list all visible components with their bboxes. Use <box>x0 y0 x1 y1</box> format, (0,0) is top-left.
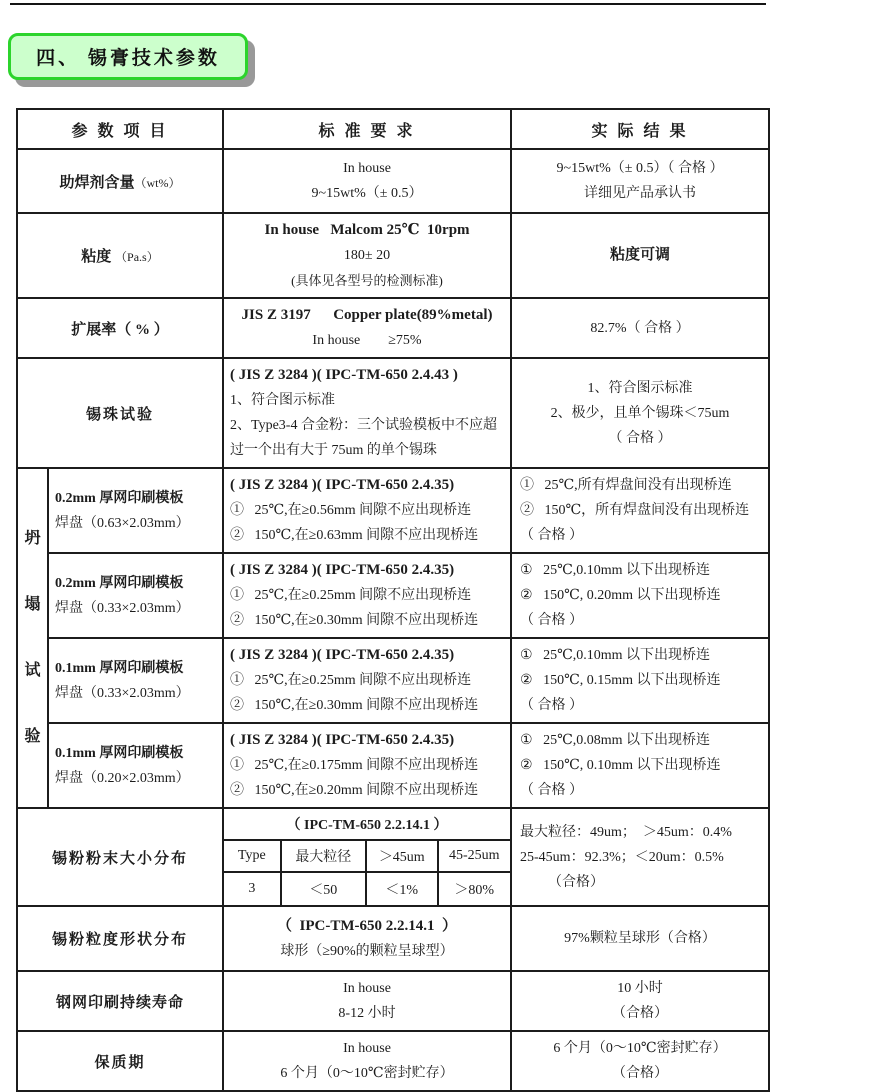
solder-ball-standard-cell <box>223 358 511 468</box>
slump1-std-line2: ① 25℃,在≥0.56mm 间隙不应出现桥连 <box>230 503 472 518</box>
slump-group-label-cell <box>17 468 48 808</box>
slump3-std-line1: ( JIS Z 3284 )( IPC-TM-650 2.4.35) <box>230 647 455 663</box>
header-parameter-item: 参 数 项 目 <box>17 109 223 149</box>
powder-size-label: 锡粉粉末大小分布 <box>52 850 189 867</box>
solder-ball-std-line4: 过一个出有大于 75um 的单个锡珠 <box>230 443 437 458</box>
slump2-result-cell <box>511 553 769 638</box>
slump2-sublabel-cell <box>48 553 223 638</box>
solder-ball-res-line1: 1、符合图示标准 <box>587 380 693 396</box>
parameters-table <box>16 108 770 1092</box>
solder-ball-label: 锡珠试验 <box>86 406 155 423</box>
shelf-life-std-line2: 6 个月（0～10℃密封贮存） <box>280 1066 454 1081</box>
slump1-std-line1: ( JIS Z 3284 )( IPC-TM-650 2.4.35) <box>230 477 455 493</box>
nested-value-type: 3 <box>224 873 282 905</box>
nested-header-45-25um: 45-25um <box>439 841 511 873</box>
slump1-sublabel-line1: 0.2mm 厚网印刷模板 <box>55 490 184 506</box>
spread-label: 扩展率（ % ） <box>71 321 169 338</box>
slump4-res-line1: ① 25℃,0.08mm 以下出现桥连 <box>520 733 711 748</box>
flux-std-line1: In house <box>343 161 391 176</box>
viscosity-result-cell <box>511 213 769 298</box>
solder-ball-std-line1: ( JIS Z 3284 )( IPC-TM-650 2.4.43 ) <box>230 367 458 383</box>
stencil-life-std-line1: In house <box>343 981 391 996</box>
stencil-life-res-line2: （合格） <box>612 1006 669 1021</box>
spread-std-line2: In house ≥75% <box>312 333 422 348</box>
viscosity-label-cell <box>17 213 223 298</box>
stencil-life-label-cell <box>17 971 223 1031</box>
solder-ball-result-cell <box>511 358 769 468</box>
powder-size-result-cell <box>511 808 769 906</box>
row-slump-4 <box>17 723 769 808</box>
flux-unit: （wt%） <box>134 175 181 190</box>
powder-size-label-cell <box>17 808 223 906</box>
slump2-res-line1: ① 25℃,0.10mm 以下出现桥连 <box>520 563 711 578</box>
slump3-sublabel-line2: 焊盘（0.33×2.03mm） <box>55 685 190 701</box>
shelf-life-standard-cell <box>223 1031 511 1091</box>
spread-label-cell <box>17 298 223 358</box>
row-slump-2 <box>17 553 769 638</box>
nested-value-45-25um: ＞80% <box>454 883 495 898</box>
powder-size-res-line2: 25-45um：92.3%；＜20um：0.5% <box>520 849 724 865</box>
slump1-sublabel-line2: 焊盘（0.63×2.03mm） <box>55 515 190 531</box>
slump2-sublabel-line2: 焊盘（0.33×2.03mm） <box>55 600 190 616</box>
powder-shape-label-cell <box>17 906 223 971</box>
solder-ball-label-cell <box>17 358 223 468</box>
slump1-sublabel-cell <box>48 468 223 553</box>
solder-ball-res-line3: （ 合格 ） <box>608 430 672 446</box>
slump3-sublabel-line1: 0.1mm 厚网印刷模板 <box>55 660 184 676</box>
solder-ball-std-line3: 2、Type3-4 合金粉：三个试验模板中不应超 <box>230 418 497 433</box>
stencil-life-label: 钢网印刷持续寿命 <box>56 994 185 1011</box>
slump4-res-line2: ② 150℃, 0.10mm 以下出现桥连 <box>520 758 721 773</box>
spread-result-cell <box>511 298 769 358</box>
stencil-life-standard-cell <box>223 971 511 1031</box>
nested-value-max-size: ＜50 <box>282 873 367 905</box>
slump4-res-line3: （ 合格 ） <box>520 783 584 798</box>
nested-header-max-size: 最大粒径 <box>282 841 367 873</box>
flux-result-cell <box>511 149 769 213</box>
slump1-res-line1: ① 25℃,所有焊盘间没有出现桥连 <box>520 478 732 493</box>
header-actual-result: 实 际 结 果 <box>511 109 769 149</box>
viscosity-res-line1: 粘度可调 <box>610 247 671 263</box>
viscosity-std-line2: 180± 20 <box>343 248 391 263</box>
powder-shape-std-line2: 球形（≥90%的颗粒呈球型） <box>280 943 454 959</box>
section-title-text: 四、 锡膏技术参数 <box>36 48 220 69</box>
slump-group-label: 坍塌试验 <box>24 530 41 745</box>
table-header-row <box>17 109 769 149</box>
powder-shape-std-line1: （ IPC-TM-650 2.2.14.1 ） <box>277 917 458 934</box>
powder-shape-label: 锡粉粒度形状分布 <box>52 932 189 948</box>
viscosity-std-line3: (具体见各型号的检测标准) <box>291 273 443 288</box>
flux-std-line2: 9~15wt%（± 0.5） <box>311 186 423 201</box>
slump4-sublabel-line2: 焊盘（0.20×2.03mm） <box>55 770 190 786</box>
row-powder-size <box>17 808 769 906</box>
slump3-result-cell <box>511 638 769 723</box>
slump3-sublabel-cell <box>48 638 223 723</box>
powder-shape-result-cell <box>511 906 769 971</box>
stencil-life-result-cell <box>511 971 769 1031</box>
powder-size-res-line3: （合格） <box>548 874 605 890</box>
solder-ball-std-line2: 1、符合图示标准 <box>230 393 336 408</box>
row-viscosity <box>17 213 769 298</box>
nested-header-gt45um: ＞45um <box>367 841 439 873</box>
spread-standard-cell <box>223 298 511 358</box>
shelf-life-res-line1: 6 个月（0～10℃密封贮存） <box>553 1041 727 1056</box>
slump1-res-line2: ② 150℃，所有焊盘间没有出现桥连 <box>520 503 750 518</box>
powder-shape-res-line1: 97%颗粒呈球形（合格） <box>564 931 716 946</box>
powder-size-std-header: （ IPC-TM-650 2.2.14.1 ） <box>224 809 510 841</box>
slump1-res-line3: （ 合格 ） <box>520 528 584 543</box>
row-stencil-life <box>17 971 769 1031</box>
powder-shape-standard-cell <box>223 906 511 971</box>
slump2-res-line3: （ 合格 ） <box>520 613 584 628</box>
powder-size-res-line1: 最大粒径：49um； ＞45um：0.4% <box>520 824 732 840</box>
shelf-life-res-line2: （合格） <box>612 1066 669 1081</box>
viscosity-label: 粘度 <box>81 249 112 265</box>
slump2-res-line2: ② 150℃, 0.20mm 以下出现桥连 <box>520 588 721 603</box>
shelf-life-result-cell <box>511 1031 769 1091</box>
stencil-life-res-line1: 10 小时 <box>617 981 663 996</box>
slump1-standard-cell <box>223 468 511 553</box>
shelf-life-std-line1: In house <box>343 1041 391 1056</box>
row-powder-shape <box>17 906 769 971</box>
nested-value-gt45um: ＜1% <box>367 873 439 905</box>
slump4-std-line1: ( JIS Z 3284 )( IPC-TM-650 2.4.35) <box>230 732 455 748</box>
slump2-standard-cell <box>223 553 511 638</box>
slump3-std-line3: ② 150℃,在≥0.30mm 间隙不应出现桥连 <box>230 698 479 713</box>
flux-standard-cell <box>223 149 511 213</box>
slump4-result-cell <box>511 723 769 808</box>
row-slump-1 <box>17 468 769 553</box>
row-shelf-life <box>17 1031 769 1091</box>
header-standard-requirement: 标 准 要 求 <box>223 109 511 149</box>
flux-label: 助焊剂含量 <box>59 174 135 191</box>
row-spread-rate <box>17 298 769 358</box>
slump3-res-line3: （ 合格 ） <box>520 698 584 713</box>
powder-size-nested-table <box>224 809 510 905</box>
row-slump-3 <box>17 638 769 723</box>
slump1-result-cell <box>511 468 769 553</box>
stencil-life-std-line2: 8-12 小时 <box>338 1006 396 1021</box>
slump2-std-line1: ( JIS Z 3284 )( IPC-TM-650 2.4.35) <box>230 562 455 578</box>
page-top-rule <box>10 3 766 5</box>
slump2-std-line3: ② 150℃,在≥0.30mm 间隙不应出现桥连 <box>230 613 479 628</box>
section-title <box>8 33 248 80</box>
viscosity-standard-cell <box>223 213 511 298</box>
spread-std-line1: JIS Z 3197 Copper plate(89%metal) <box>241 307 493 323</box>
slump3-res-line1: ① 25℃,0.10mm 以下出现桥连 <box>520 648 711 663</box>
solder-ball-res-line2: 2、极少，且单个锡珠＜75um <box>550 405 730 421</box>
slump4-sublabel-line1: 0.1mm 厚网印刷模板 <box>55 745 184 761</box>
nested-header-type: Type <box>224 841 282 873</box>
slump2-std-line2: ① 25℃,在≥0.25mm 间隙不应出现桥连 <box>230 588 472 603</box>
flux-label-cell <box>17 149 223 213</box>
row-flux-content <box>17 149 769 213</box>
viscosity-std-line1: In house Malcom 25℃ 10rpm <box>264 222 470 238</box>
slump4-std-line3: ② 150℃,在≥0.20mm 间隙不应出现桥连 <box>230 783 479 798</box>
row-solder-ball <box>17 358 769 468</box>
flux-res-line2: 详细见产品承认书 <box>584 186 697 201</box>
slump2-sublabel-line1: 0.2mm 厚网印刷模板 <box>55 575 184 591</box>
slump4-standard-cell <box>223 723 511 808</box>
flux-res-line1: 9~15wt%（± 0.5）（ 合格 ） <box>556 161 724 176</box>
slump3-standard-cell <box>223 638 511 723</box>
slump3-std-line2: ① 25℃,在≥0.25mm 间隙不应出现桥连 <box>230 673 472 688</box>
powder-size-standard-cell <box>223 808 511 906</box>
slump1-std-line3: ② 150℃,在≥0.63mm 间隙不应出现桥连 <box>230 528 479 543</box>
slump3-res-line2: ② 150℃, 0.15mm 以下出现桥连 <box>520 673 721 688</box>
shelf-life-label: 保质期 <box>94 1054 146 1071</box>
viscosity-unit: （Pa.s） <box>115 250 159 264</box>
spread-res-line1: 82.7%（ 合格 ） <box>590 320 690 336</box>
slump4-sublabel-cell <box>48 723 223 808</box>
slump4-std-line2: ① 25℃,在≥0.175mm 间隙不应出现桥连 <box>230 758 479 773</box>
shelf-life-label-cell <box>17 1031 223 1091</box>
